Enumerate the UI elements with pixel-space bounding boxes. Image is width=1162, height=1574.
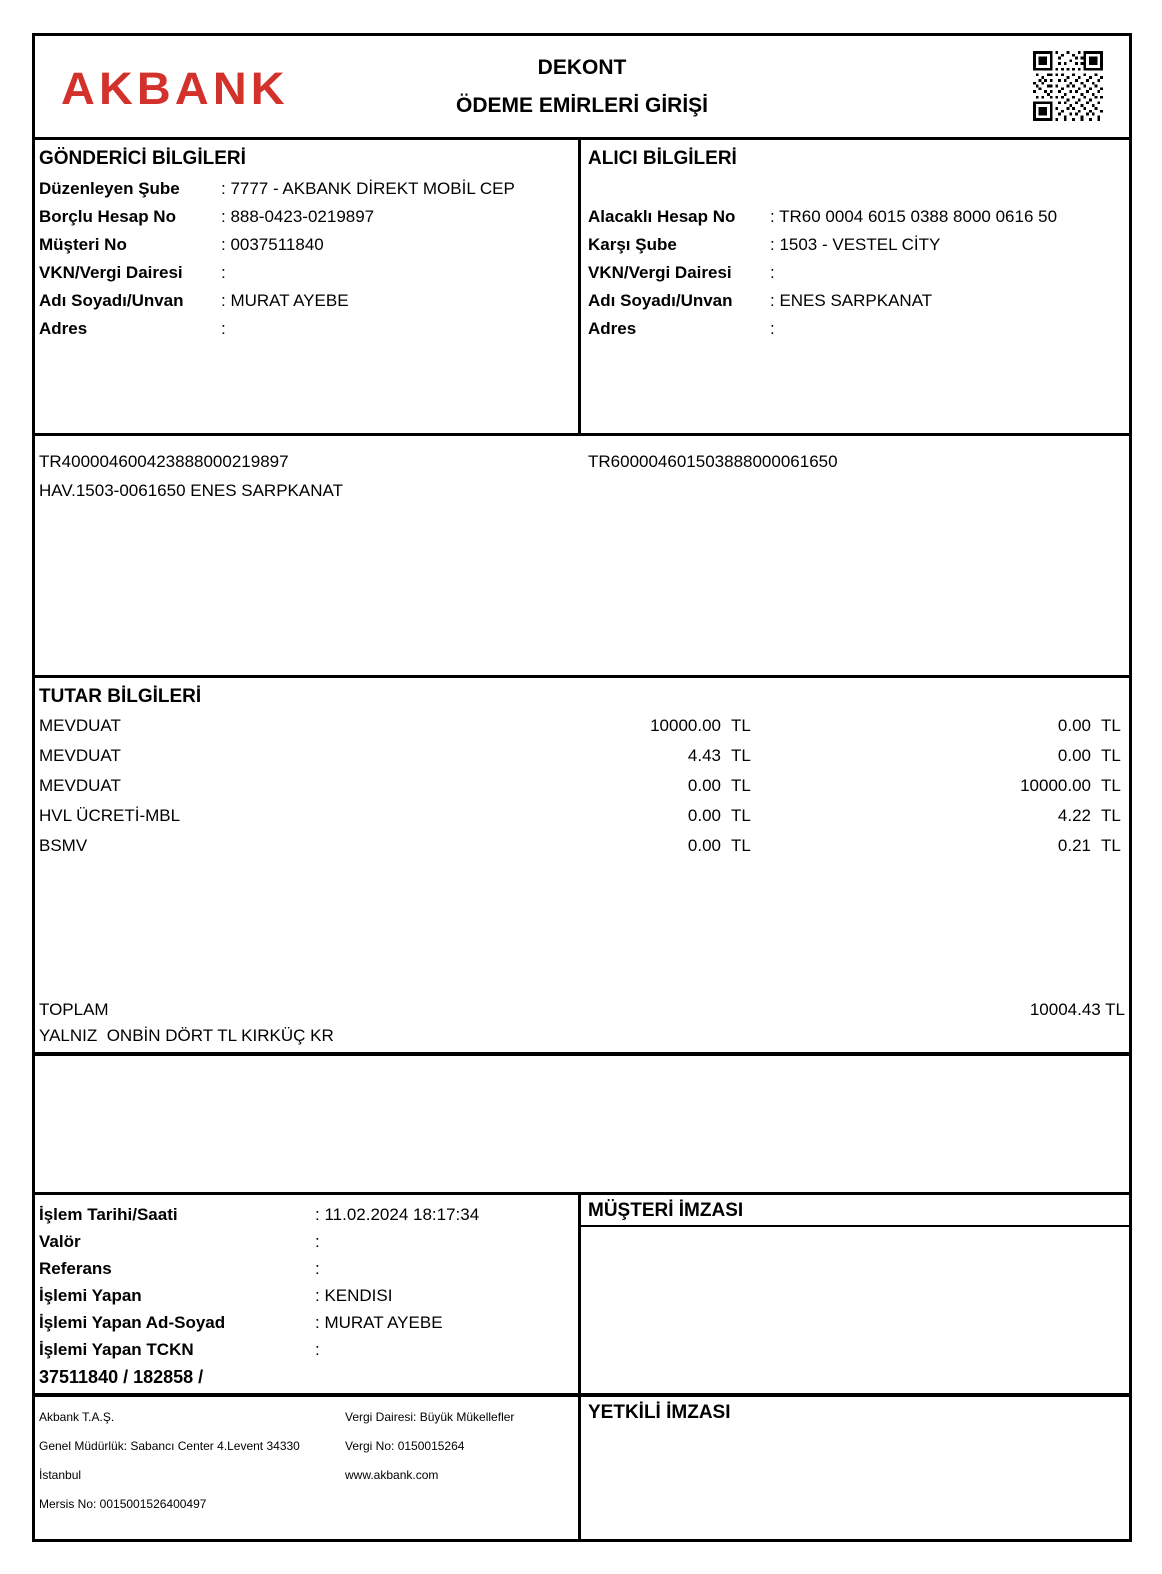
amount-row: [39, 801, 1125, 831]
recipient-references: [585, 447, 1125, 664]
field-label: Valör: [39, 1231, 81, 1251]
authorized-signature-panel: [581, 1397, 1129, 1539]
currency-label: TL: [1101, 806, 1121, 825]
field-value: : 1503 - VESTEL CİTY: [770, 235, 941, 254]
transaction-row: [39, 1336, 574, 1363]
amount-row: [39, 771, 1125, 801]
field-value: :: [770, 319, 775, 338]
amount-row: [39, 831, 1125, 861]
recipient-iban: TR600004601503888000061650: [588, 452, 838, 471]
transaction-details-panel: [35, 1195, 581, 1393]
recipient-title: ALICI BİLGİLERİ: [588, 148, 737, 169]
currency-label: TL: [731, 836, 751, 855]
field-label: Adres: [39, 319, 88, 338]
field-value: :: [315, 1231, 320, 1251]
amounts-section: [35, 678, 1129, 1056]
field-label: VKN/Vergi Dairesi: [588, 263, 732, 282]
document-subtitle: ÖDEME EMİRLERİ GİRİŞİ: [455, 94, 709, 117]
amount-row: [39, 711, 1125, 741]
amount-in-words: YALNIZ ONBİN DÖRT TL KIRKÜÇ KR: [39, 1026, 334, 1045]
document-title: DEKONT: [537, 56, 627, 79]
field-value: :: [315, 1258, 320, 1278]
footer-section: [35, 1397, 1129, 1539]
bank-address: Genel Müdürlük: Sabancı Center 4.Levent 34330: [39, 1439, 300, 1453]
sender-panel: [35, 140, 581, 433]
debit-amount: 4.43: [687, 746, 721, 765]
sender-title: GÖNDERİCİ BİLGİLERİ: [39, 148, 246, 169]
credit-amount: 0.00: [1057, 746, 1091, 765]
blank-band: [35, 1056, 1129, 1195]
total-label: TOPLAM: [39, 1000, 109, 1019]
bank-name: Akbank T.A.Ş.: [39, 1410, 115, 1424]
amount-label: MEVDUAT: [39, 746, 121, 765]
field-value: :: [221, 263, 226, 282]
bank-info-column-1: [39, 1407, 345, 1529]
sender-row: [39, 287, 574, 315]
field-label: Karşı Şube: [588, 235, 677, 254]
debit-amount: 0.00: [687, 806, 721, 825]
field-label: İşlem Tarihi/Saati: [39, 1204, 178, 1224]
currency-label: TL: [1101, 776, 1121, 795]
field-value: : 7777 - AKBANK DİREKT MOBİL CEP: [221, 179, 515, 198]
field-label: Alacaklı Hesap No: [588, 207, 736, 226]
blank-row: [588, 175, 1122, 203]
field-value: : MURAT AYEBE: [315, 1312, 443, 1332]
field-label: Borçlu Hesap No: [39, 207, 176, 226]
field-label: Düzenleyen Şube: [39, 179, 180, 198]
currency-label: TL: [731, 806, 751, 825]
parties-section: [35, 140, 1129, 436]
field-value: : ENES SARPKANAT: [770, 291, 933, 310]
credit-amount: 4.22: [1057, 806, 1091, 825]
customer-signature-area: [581, 1227, 1129, 1393]
field-label: İşlemi Yapan Ad-Soyad: [39, 1312, 226, 1332]
tax-office: Vergi Dairesi: Büyük Mükellefler: [345, 1410, 515, 1424]
transaction-section: [35, 1195, 1129, 1397]
authorized-signature-title: YETKİLİ İMZASI: [588, 1402, 731, 1423]
currency-label: TL: [731, 746, 751, 765]
credit-amount: 0.00: [1057, 716, 1091, 735]
recipient-row: [588, 259, 1122, 287]
bank-info-panel: [35, 1397, 581, 1539]
reference-codes-section: [35, 436, 1129, 678]
field-value: : MURAT AYEBE: [221, 291, 349, 310]
field-label: Referans: [39, 1258, 112, 1278]
currency-label: TL: [731, 716, 751, 735]
credit-amount: 10000.00: [1020, 776, 1091, 795]
field-label: Müşteri No: [39, 235, 127, 254]
field-label: İşlemi Yapan: [39, 1285, 142, 1305]
field-value: :: [221, 319, 226, 338]
sender-row: [39, 175, 574, 203]
field-value: : 888-0423-0219897: [221, 207, 375, 226]
amount-label: HVL ÜCRETİ-MBL: [39, 806, 181, 825]
field-label: İşlemi Yapan TCKN: [39, 1339, 194, 1359]
bank-website: www.akbank.com: [345, 1468, 439, 1482]
field-label: VKN/Vergi Dairesi: [39, 263, 183, 282]
total-row: [39, 996, 1125, 1024]
field-value: :: [315, 1339, 320, 1359]
amount-label: MEVDUAT: [39, 716, 121, 735]
amounts-spacer: [39, 861, 1125, 996]
credit-amount: 0.21: [1057, 836, 1091, 855]
field-value: : TR60 0004 6015 0388 8000 0616 50: [770, 207, 1058, 226]
mersis-no: Mersis No: 0015001526400497: [39, 1497, 207, 1511]
akbank-logo: AKBANK: [61, 63, 289, 114]
transfer-description: HAV.1503-0061650 ENES SARPKANAT: [39, 481, 343, 500]
field-value: : 11.02.2024 18:17:34: [315, 1204, 480, 1224]
transaction-row: [39, 1282, 574, 1309]
amount-label: MEVDUAT: [39, 776, 121, 795]
sender-row: [39, 259, 574, 287]
sender-references: [39, 447, 585, 664]
recipient-row: [588, 231, 1122, 259]
operator-reference-code: 37511840 / 182858 /: [39, 1367, 204, 1387]
field-label: Adı Soyadı/Unvan: [39, 291, 184, 310]
currency-label: TL: [1101, 836, 1121, 855]
header: [35, 36, 1129, 140]
field-value: :: [770, 263, 775, 282]
recipient-row: [588, 287, 1122, 315]
header-titles: [456, 57, 708, 116]
field-value: : KENDISI: [315, 1285, 393, 1305]
currency-label: TL: [1101, 716, 1121, 735]
bank-city: İstanbul: [39, 1468, 82, 1482]
currency-label: TL: [1101, 746, 1121, 765]
amounts-title: TUTAR BİLGİLERİ: [39, 686, 202, 707]
sender-row: [39, 315, 574, 343]
transaction-row: [39, 1309, 574, 1336]
recipient-row: [588, 203, 1122, 231]
debit-amount: 0.00: [687, 836, 721, 855]
bank-info-column-2: [345, 1407, 574, 1529]
sender-iban: TR400004600423888000219897: [39, 452, 289, 471]
recipient-panel: [581, 140, 1129, 433]
qr-code-icon: [1033, 51, 1103, 121]
tax-no: Vergi No: 0150015264: [345, 1439, 465, 1453]
total-value: 10004.43 TL: [1029, 1000, 1125, 1019]
field-label: Adres: [588, 319, 637, 338]
transaction-row: [39, 1201, 574, 1228]
currency-label: TL: [731, 776, 751, 795]
authorized-signature-area: [581, 1427, 1129, 1539]
amount-label: BSMV: [39, 836, 88, 855]
transaction-row: [39, 1255, 574, 1282]
sender-row: [39, 203, 574, 231]
recipient-row: [588, 315, 1122, 343]
transaction-row: [39, 1228, 574, 1255]
receipt-document: [32, 33, 1132, 1542]
customer-signature-panel: [581, 1195, 1129, 1393]
field-value: : 0037511840: [221, 235, 324, 254]
field-label: Adı Soyadı/Unvan: [588, 291, 733, 310]
debit-amount: 10000.00: [650, 716, 721, 735]
customer-signature-title: MÜŞTERİ İMZASI: [581, 1195, 1129, 1227]
sender-row: [39, 231, 574, 259]
debit-amount: 0.00: [687, 776, 721, 795]
amount-row: [39, 741, 1125, 771]
